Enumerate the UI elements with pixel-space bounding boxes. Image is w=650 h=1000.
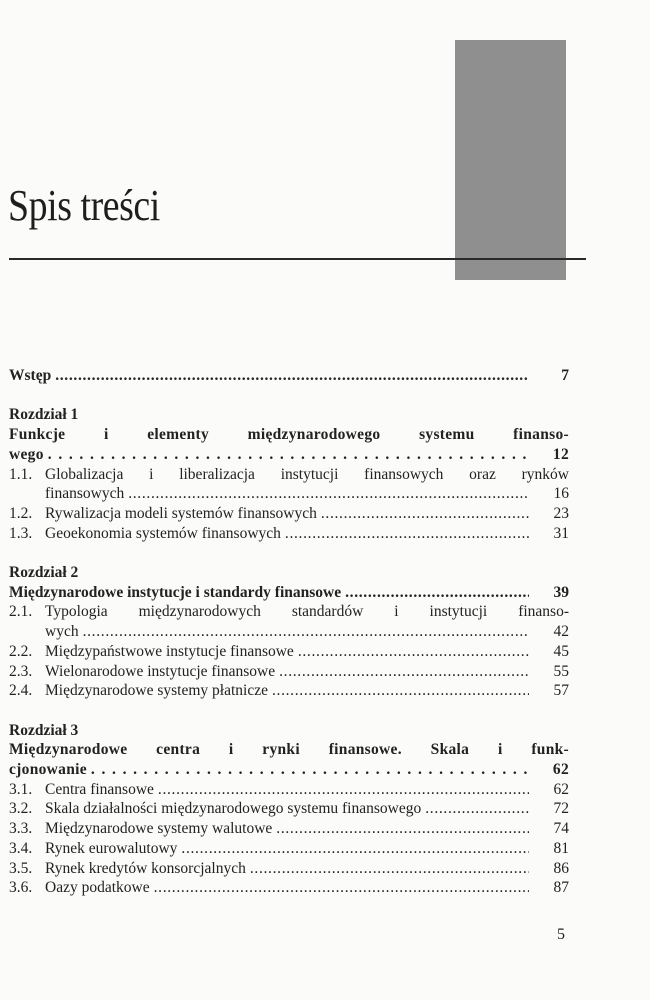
- toc-section-entry[interactable]: [9, 642, 569, 662]
- section-title: [9, 859, 246, 879]
- section-title-text: Międzynarodowe systemy walutowe: [45, 820, 273, 838]
- toc-page-number: 87: [553, 879, 569, 897]
- section-title: [9, 642, 294, 662]
- section-number: 3.1.: [9, 780, 33, 798]
- section-title: [45, 622, 79, 642]
- chapter-title-line[interactable]: [9, 445, 569, 465]
- toc-section-entry[interactable]: [9, 859, 569, 879]
- section-title: [9, 878, 150, 898]
- dot-leader: [55, 366, 529, 386]
- chapter-title-line[interactable]: [9, 425, 569, 445]
- toc-page-number: 62: [552, 761, 569, 779]
- toc-section-entry[interactable]: [9, 622, 569, 642]
- dot-leader: [48, 445, 529, 465]
- dot-leader: [250, 859, 529, 879]
- spacer: [9, 701, 569, 721]
- toc-section-entry[interactable]: [9, 839, 569, 859]
- section-title-text: Międzypaństwowe instytucje finansowe: [45, 642, 294, 660]
- chapter-title-line[interactable]: [9, 740, 569, 760]
- section-title: [9, 465, 569, 485]
- chapter-title: cjonowanie: [9, 761, 87, 779]
- chapter-title-line[interactable]: [9, 583, 569, 603]
- section-title-text: Centra finansowe: [45, 780, 154, 798]
- toc-page-number: 74: [553, 820, 569, 838]
- section-title-text: Oazy podatkowe: [45, 879, 150, 897]
- toc-section-entry[interactable]: [9, 602, 569, 622]
- section-title-text: Skala działalności międzynarodowego systemu finansowego: [45, 800, 422, 818]
- section-number: 1.3.: [9, 524, 33, 542]
- toc-page-number: 62: [553, 780, 569, 798]
- toc-section-entry[interactable]: [9, 662, 569, 682]
- dot-leader: [154, 878, 529, 898]
- chapter-number: Rozdział 2: [9, 564, 79, 581]
- toc-section-entry[interactable]: [9, 799, 569, 819]
- section-number: 2.2.: [9, 642, 33, 660]
- dot-leader: [128, 484, 529, 504]
- chapter-title: Funkcje i elementy międzynarodowego systemu finanso-: [9, 426, 569, 444]
- section-title: [9, 819, 272, 839]
- chapter-heading: [9, 721, 569, 741]
- chapter-title: Międzynarodowe instytucje i standardy finansowe: [9, 583, 342, 601]
- section-title: [9, 799, 421, 819]
- toc-page-number: 72: [553, 800, 569, 818]
- section-title-text: Rynek eurowalutowy: [45, 839, 178, 857]
- section-title: [9, 504, 317, 524]
- dot-leader: [285, 524, 529, 544]
- section-number: 3.5.: [9, 859, 33, 877]
- toc-section-entry[interactable]: [9, 504, 569, 524]
- dot-leader: [279, 662, 529, 682]
- toc-page-number: 55: [553, 662, 569, 680]
- section-number: 2.4.: [9, 682, 33, 700]
- section-title-text: Rynek kredytów konsorcjalnych: [45, 859, 246, 877]
- section-number: 3.3.: [9, 820, 33, 838]
- dot-leader: [276, 819, 529, 839]
- dot-leader: [181, 839, 529, 859]
- section-number: 3.6.: [9, 879, 33, 897]
- section-title: [9, 780, 154, 800]
- section-title-text: Globalizacja i liberalizacja instytucji finansowych oraz rynków: [45, 465, 569, 483]
- toc-section-entry[interactable]: [9, 484, 569, 504]
- section-number: 1.2.: [9, 504, 33, 522]
- section-title-text: Typologia międzynarodowych standardów i instytucji finanso-: [45, 603, 569, 621]
- toc-page-number: 12: [552, 445, 569, 463]
- chapter-title-line[interactable]: [9, 760, 569, 780]
- section-title-text: Międzynarodowe systemy płatnicze: [45, 682, 268, 700]
- toc-section-entry[interactable]: [9, 780, 569, 800]
- spacer: [9, 386, 569, 406]
- section-title-text: wych: [45, 623, 79, 641]
- section-number: 2.3.: [9, 662, 33, 680]
- section-title: [9, 839, 177, 859]
- dot-leader: [158, 780, 529, 800]
- toc-page-number: 42: [553, 623, 569, 641]
- toc-page-number: 86: [553, 859, 569, 877]
- dot-leader: [91, 760, 529, 780]
- page-number: 5: [557, 926, 565, 943]
- section-title-text: Wielonarodowe instytucje finansowe: [45, 662, 276, 680]
- chapter-heading: [9, 405, 569, 425]
- chapter-title: Międzynarodowe centra i rynki finansowe. Skala i funk-: [9, 741, 569, 759]
- chapter-number: Rozdział 1: [9, 406, 79, 424]
- toc-page-number: 23: [553, 504, 569, 522]
- section-number: 1.1.: [9, 465, 33, 483]
- section-title: [9, 681, 268, 701]
- section-title: [45, 484, 124, 504]
- decorative-gray-block: [455, 40, 566, 280]
- toc-entry-intro[interactable]: [9, 366, 569, 386]
- dot-leader: [298, 642, 529, 662]
- chapter-title: wego: [9, 445, 44, 463]
- toc-section-entry[interactable]: [9, 524, 569, 544]
- section-title: [9, 662, 275, 682]
- chapter-heading: [9, 563, 569, 583]
- toc-page-number: 31: [553, 524, 569, 542]
- toc-page-number: 57: [553, 682, 569, 700]
- section-number: 3.4.: [9, 839, 33, 857]
- toc-section-entry[interactable]: [9, 681, 569, 701]
- toc-page-number: 45: [553, 642, 569, 660]
- spacer: [9, 543, 569, 563]
- page-title: Spis treści: [8, 181, 160, 230]
- section-title-text: Rywalizacja modeli systemów finansowych: [45, 504, 317, 522]
- toc-page-number: 16: [553, 485, 569, 503]
- dot-leader: [321, 504, 529, 524]
- toc-section-entry[interactable]: [9, 819, 569, 839]
- toc-section-entry[interactable]: [9, 465, 569, 485]
- section-title: [9, 524, 281, 544]
- toc-page-number: 81: [553, 839, 569, 857]
- section-number: 2.1.: [9, 603, 33, 621]
- dot-leader: [425, 799, 529, 819]
- dot-leader: [345, 583, 529, 603]
- toc-entry-label: Wstęp: [9, 367, 52, 384]
- toc-section-entry[interactable]: [9, 878, 569, 898]
- section-title-text: Geoekonomia systemów finansowych: [45, 524, 281, 542]
- dot-leader: [272, 681, 529, 701]
- table-of-contents: [9, 366, 569, 898]
- title-rule: [9, 258, 586, 260]
- section-title-text: finansowych: [45, 485, 125, 503]
- section-title: [9, 602, 569, 622]
- section-number: 3.2.: [9, 800, 33, 818]
- toc-page-number: 7: [561, 367, 569, 384]
- chapter-number: Rozdział 3: [9, 721, 79, 739]
- dot-leader: [83, 622, 529, 642]
- toc-page-number: 39: [553, 583, 569, 601]
